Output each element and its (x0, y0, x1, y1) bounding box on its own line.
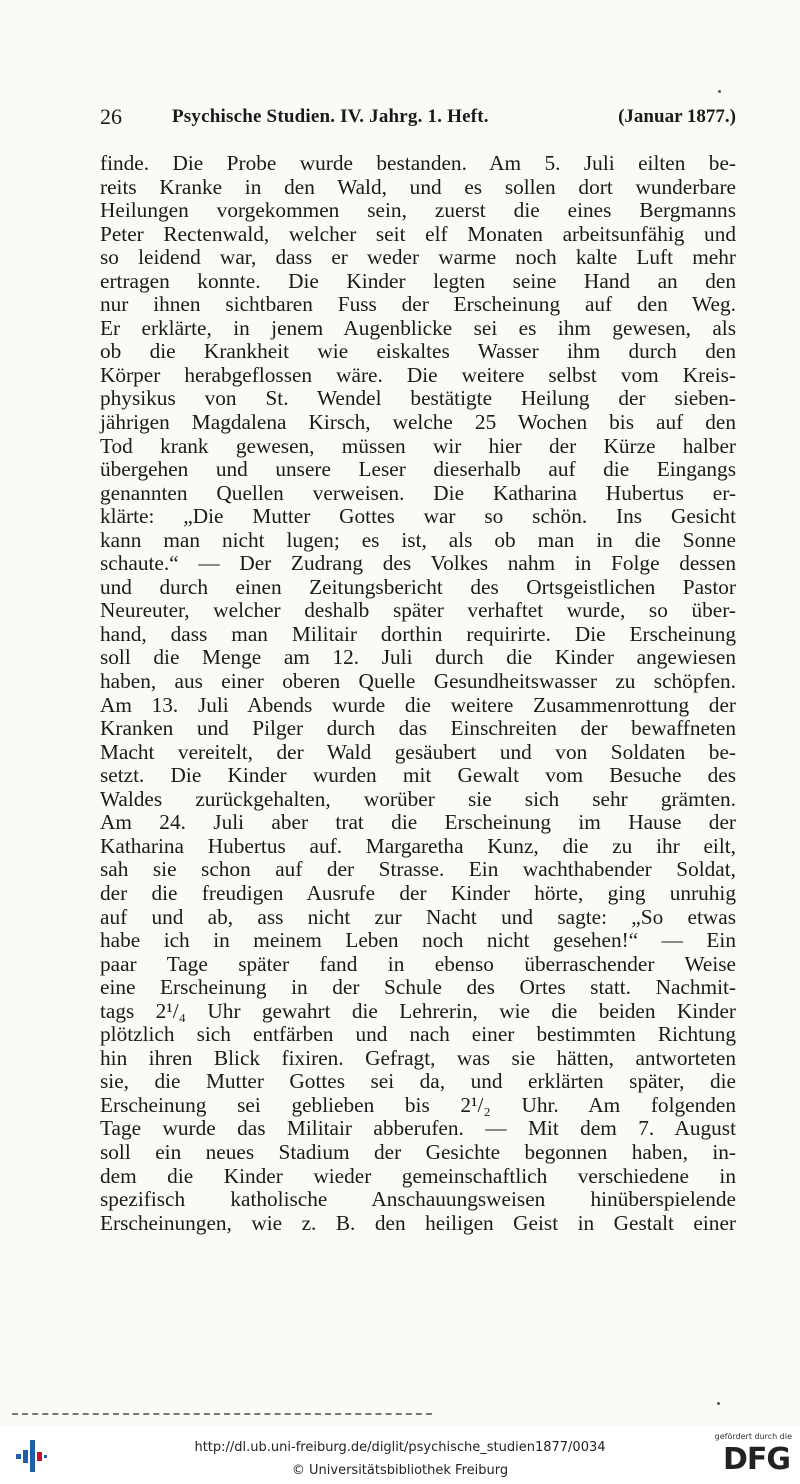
text-line: ob die Krankheit wie eiskaltes Wasser ihm durch den (100, 339, 736, 364)
text-line: schaute.“ — Der Zudrang des Volkes nahm in Folge dessen (100, 551, 736, 576)
text-line: reits Kranke in den Wald, und es sollen dort wunderbare (100, 174, 736, 199)
text-line: haben, aus einer oberen Quelle Gesundheitswasser zu schöpfen. (100, 669, 736, 694)
scan-rule (12, 1413, 432, 1417)
text-line: spezifisch katholische Anschauungsweisen hinüberspielende (100, 1187, 736, 1212)
running-header (100, 104, 736, 134)
text-line: kann man nicht lugen; es ist, als ob man in die Sonne (100, 527, 736, 552)
text-line: sie, die Mutter Gottes sei da, und erklärten später, die (100, 1069, 736, 1094)
text-line: setzt. Die Kinder wurden mit Gewalt vom Besuche des (100, 763, 736, 788)
journal-title: Psychische Studien. IV. Jahrg. 1. Heft. (172, 106, 489, 127)
text-line: der die freudigen Ausrufe der Kinder hörte, ging unruhig (100, 880, 736, 905)
text-line: Tage wurde das Militair abberufen. — Mit dem 7. August (100, 1116, 736, 1141)
copyright-notice: © Universitätsbibliothek Freiburg (291, 1463, 509, 1478)
text-line: soll die Menge am 12. Juli durch die Kinder angewiesen (100, 645, 736, 670)
viewer-footer (0, 1426, 800, 1484)
text-line: Kranken und Pilger durch das Einschreiten der bewaffneten (100, 716, 736, 741)
page-number: 26 (100, 104, 122, 129)
text-line: Heilungen vorgekommen sein, zuerst die eines Bergmanns (100, 198, 736, 223)
text-line: nur ihnen sichtbaren Fuss der Erscheinung auf den Weg. (100, 292, 736, 317)
scan-speck (718, 90, 721, 93)
text-line: eine Erscheinung in der Schule des Ortes statt. Nachmit- (100, 975, 736, 1000)
text-line: paar Tage später fand in ebenso überraschender Weise (100, 951, 736, 976)
text-line: so leidend war, dass er weder warme noch kalte Luft mehr (100, 245, 736, 270)
text-line: hand, dass man Militair dorthin requirirte. Die Erscheinung (100, 621, 736, 646)
text-line: auf und ab, ass nicht zur Nacht und sagte: „So etwas (100, 904, 736, 929)
text-line: Macht vereitelt, der Wald gesäubert und von Soldaten be- (100, 739, 736, 764)
text-line: klärte: „Die Mutter Gottes war so schön. Ins Gesicht (100, 504, 736, 529)
text-line: genannten Quellen verweisen. Die Katharina Hubertus er- (100, 480, 736, 505)
text-line: physikus von St. Wendel bestätigte Heilung der sieben- (100, 386, 736, 411)
text-line: finde. Die Probe wurde bestanden. Am 5. Juli eilten be- (100, 151, 736, 175)
text-line: Körper herabgeflossen wäre. Die weitere selbst vom Kreis- (100, 362, 736, 387)
text-line: Am 13. Juli Abends wurde die weitere Zusammenrottung der (100, 692, 736, 717)
scan-speck (717, 1402, 720, 1405)
dfg-logo: DFG (722, 1442, 790, 1477)
text-line: Katharina Hubertus auf. Margaretha Kunz, die zu ihr eilt, (100, 833, 736, 858)
text-line: Am 24. Juli aber trat die Erscheinung im Hause der (100, 810, 736, 835)
dfg-funding-note: gefördert durch die (714, 1432, 792, 1441)
text-line: Tod krank gewesen, müssen wir hier der Kürze halber (100, 433, 736, 458)
text-line: plötzlich sich entfärben und nach einer bestimmten Richtung (100, 1022, 736, 1047)
text-line: habe ich in meinem Leben noch nicht gesehen!“ — Ein (100, 928, 736, 953)
text-line: Peter Rectenwald, welcher seit elf Monaten arbeitsunfähig und (100, 221, 736, 246)
text-line: hin ihren Blick fixiren. Gefragt, was sie hätten, antworteten (100, 1045, 736, 1070)
text-line: dem die Kinder wieder gemeinschaftlich verschiedene in (100, 1163, 736, 1188)
text-line: Erscheinungen, wie z. B. den heiligen Geist in Gestalt einer (100, 1210, 736, 1235)
issue-date: (Januar 1877.) (618, 106, 736, 127)
text-line: Erscheinung sei geblieben bis 2¹/₂ Uhr. Am folgenden (100, 1092, 736, 1117)
text-line: Waldes zurückgehalten, worüber sie sich sehr grämten. (100, 786, 736, 811)
document-url-link[interactable]: http://dl.ub.uni-freiburg.de/diglit/psychische_studien1877/0034 (194, 1440, 606, 1455)
text-line: tags 2¹/₄ Uhr gewahrt die Lehrerin, wie die beiden Kinder (100, 998, 736, 1023)
text-line: sah sie schon auf der Strasse. Ein wachthabender Soldat, (100, 857, 736, 882)
text-line: übergehen und unsere Leser dieserhalb auf die Eingangs (100, 457, 736, 482)
text-line: jährigen Magdalena Kirsch, welche 25 Wochen bis auf den (100, 410, 736, 435)
text-line: und durch einen Zeitungsbericht des Ortsgeistlichen Pastor (100, 574, 736, 599)
text-line: ertragen konnte. Die Kinder legten seine Hand an den (100, 268, 736, 293)
text-line: soll ein neues Stadium der Gesichte begonnen haben, in- (100, 1139, 736, 1164)
text-line: Neureuter, welcher deshalb später verhaftet wurde, so über- (100, 598, 736, 623)
text-line: Er erklärte, in jenem Augenblicke sei es ihm gewesen, als (100, 315, 736, 340)
body-text (100, 152, 736, 1235)
